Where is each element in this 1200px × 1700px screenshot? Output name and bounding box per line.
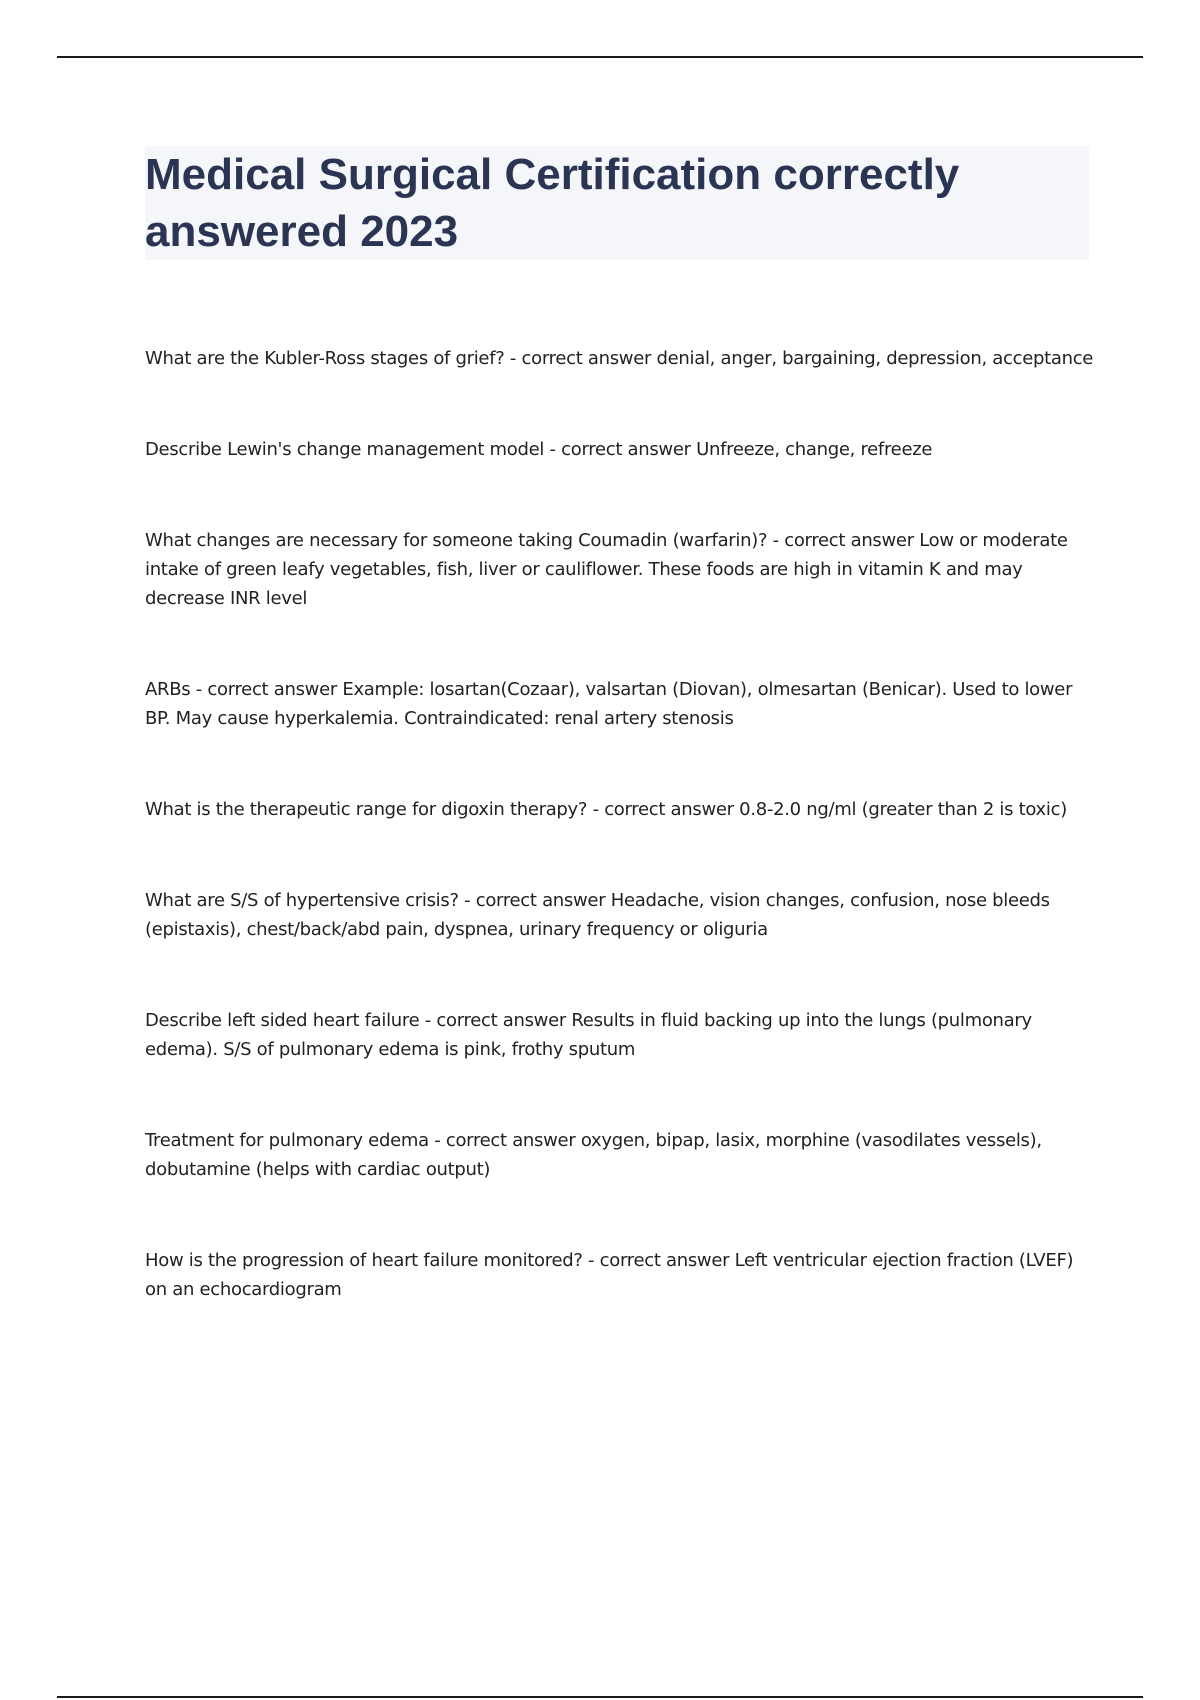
qa-item-pulmonary-edema: Treatment for pulmonary edema - correct answer oxygen, bipap, lasix, morphine (vasodilates vessels), dobutamine (helps with cardiac output) — [145, 1130, 1042, 1180]
qa-item-kubler-ross: What are the Kubler-Ross stages of grief? - correct answer denial, anger, bargaining, depression, acceptance — [145, 348, 1094, 369]
document-title: Medical Surgical Certification correctly answered 2023 — [145, 150, 960, 256]
qa-item-left-heart-failure: Describe left sided heart failure - correct answer Results in fluid backing up into the lungs (pulmonary edema). S/S of pulmonary edema is pink, frothy sputum — [145, 1010, 1032, 1060]
qa-item-arbs: ARBs - correct answer Example: losartan(Cozaar), valsartan (Diovan), olmesartan (Benicar). Used to lower BP. May cause hyperkalemia. Contraindicated: renal artery stenosis — [145, 679, 1073, 729]
bottom-rule — [57, 1696, 1143, 1698]
qa-item-lewin: Describe Lewin's change management model - correct answer Unfreeze, change, refreeze — [145, 439, 933, 460]
qa-item-heart-failure-monitoring: How is the progression of heart failure monitored? - correct answer Left ventricular ejection fraction (LVEF) on an echocardiogram — [145, 1250, 1074, 1300]
title-block — [145, 146, 1089, 260]
qa-item-coumadin: What changes are necessary for someone taking Coumadin (warfarin)? - correct answer Low or moderate intake of green leafy vegetables, fish, liver or cauliflower. These foods are high in vitamin K and may decrease INR level — [145, 530, 1068, 609]
qa-list — [145, 344, 1095, 1366]
top-rule — [57, 56, 1143, 58]
qa-item-digoxin: What is the therapeutic range for digoxin therapy? - correct answer 0.8-2.0 ng/ml (greater than 2 is toxic) — [145, 799, 1067, 820]
qa-item-hypertensive-crisis: What are S/S of hypertensive crisis? - correct answer Headache, vision changes, confusion, nose bleeds (epistaxis), chest/back/abd pain, dyspnea, urinary frequency or oliguria — [145, 890, 1050, 940]
